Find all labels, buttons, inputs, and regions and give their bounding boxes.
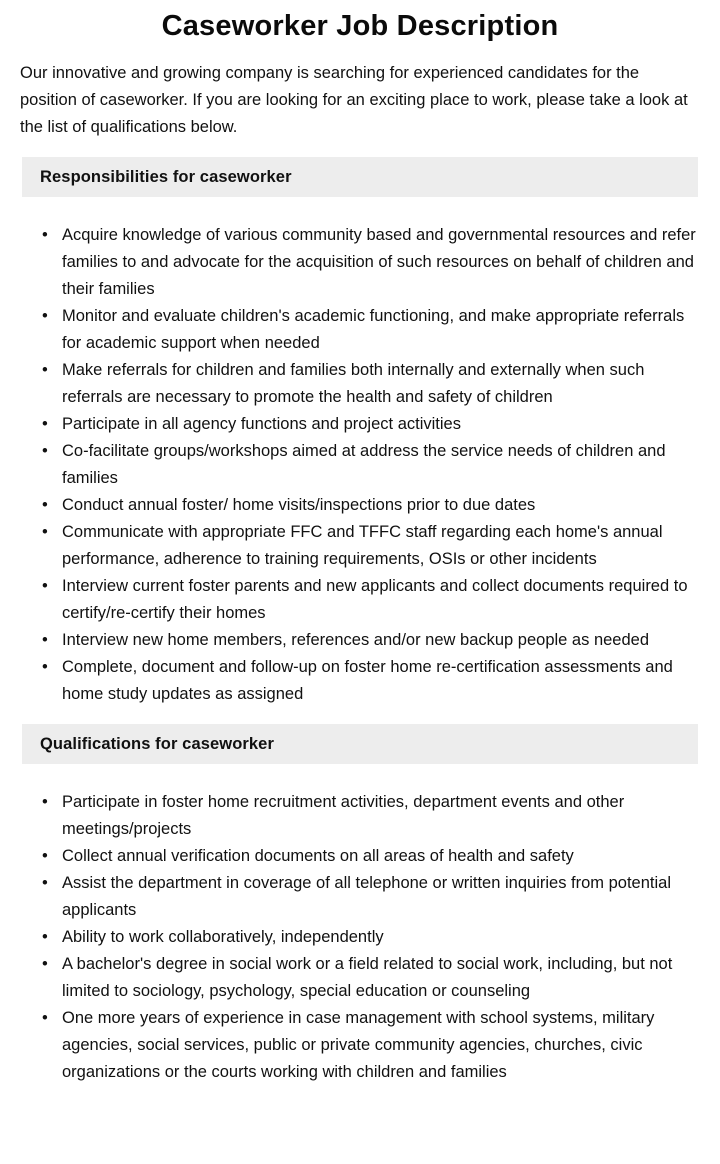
- list-item: • Assist the department in coverage of all telephone or written inquiries from potential applicants: [22, 870, 698, 924]
- list-item: • Participate in all agency functions and project activities: [22, 411, 698, 438]
- intro-paragraph: Our innovative and growing company is searching for experienced candidates for the position of caseworker. If you are looking for an exciting place to work, please take a look at the list of qualifications below.: [20, 64, 688, 136]
- qualifications-list: [22, 789, 698, 1086]
- page-title: Caseworker Job Description: [161, 10, 559, 42]
- list-item: • Communicate with appropriate FFC and TFFC staff regarding each home's annual performance, adherence to training requirements, OSIs or other incidents: [22, 519, 698, 573]
- list-item: • Collect annual verification documents on all areas of health and safety: [22, 843, 698, 870]
- list-item: • Ability to work collaboratively, independently: [22, 924, 698, 951]
- list-item: • Acquire knowledge of various community based and governmental resources and refer families to and advocate for the acquisition of such resources on behalf of children and their families: [22, 222, 698, 303]
- list-item: • Complete, document and follow-up on foster home re-certification assessments and home study updates as assigned: [22, 654, 698, 708]
- list-item: • Co-facilitate groups/workshops aimed at address the service needs of children and families: [22, 438, 698, 492]
- section-heading-responsibilities: Responsibilities for caseworker: [22, 157, 698, 197]
- list-item: • One more years of experience in case management with school systems, military agencies, social services, public or private community agencies, churches, civic organizations or the courts working with children and families: [22, 1005, 698, 1086]
- responsibilities-list: [22, 222, 698, 708]
- section-heading-qualifications: Qualifications for caseworker: [22, 724, 698, 764]
- list-item: • Interview new home members, references and/or new backup people as needed: [22, 627, 698, 654]
- list-item: • Participate in foster home recruitment activities, department events and other meetings/projects: [22, 789, 698, 843]
- list-item: • Monitor and evaluate children's academic functioning, and make appropriate referrals for academic support when needed: [22, 303, 698, 357]
- list-item: • Interview current foster parents and new applicants and collect documents required to certify/re-certify their homes: [22, 573, 698, 627]
- list-item: • A bachelor's degree in social work or a field related to social work, including, but not limited to sociology, psychology, special education or counseling: [22, 951, 698, 1005]
- list-item: • Make referrals for children and families both internally and externally when such referrals are necessary to promote the health and safety of children: [22, 357, 698, 411]
- list-item: • Conduct annual foster/ home visits/inspections prior to due dates: [22, 492, 698, 519]
